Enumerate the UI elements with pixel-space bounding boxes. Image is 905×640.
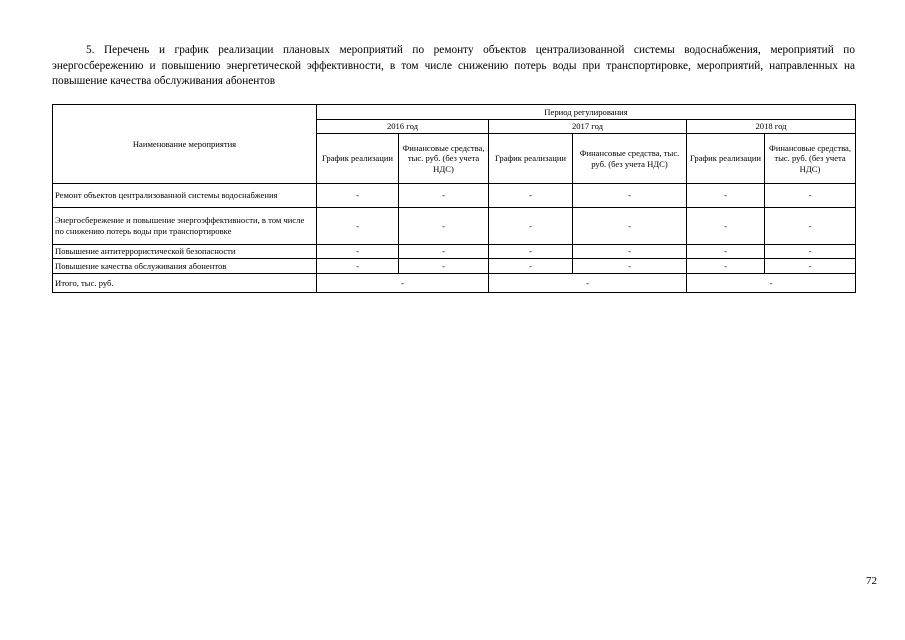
table-cell: - bbox=[687, 245, 765, 259]
total-row bbox=[53, 274, 856, 293]
row-name: Энергосбережение и повышение энергоэффективности, в том числе по снижению потерь воды при транспортировке bbox=[53, 208, 317, 245]
table-cell: - bbox=[489, 259, 573, 274]
table-cell: - bbox=[399, 208, 489, 245]
row-name: Ремонт объектов централизованной системы водоснабжения bbox=[53, 184, 317, 208]
year-header: 2017 год bbox=[489, 120, 687, 134]
period-header: Период регулирования bbox=[317, 105, 856, 120]
table-cell: - bbox=[317, 208, 399, 245]
row-name: Повышение качества обслуживания абонентов bbox=[53, 259, 317, 274]
table-cell: - bbox=[765, 245, 856, 259]
schedule-header: График реализации bbox=[687, 134, 765, 184]
table-cell: - bbox=[317, 245, 399, 259]
row-name: Повышение антитеррористической безопасности bbox=[53, 245, 317, 259]
funds-header: Финансовые средства, тыс. руб. (без учета НДС) bbox=[573, 134, 687, 184]
table-cell: - bbox=[317, 184, 399, 208]
table-cell: - bbox=[489, 208, 573, 245]
table-cell: - bbox=[687, 208, 765, 245]
table-cell: - bbox=[573, 184, 687, 208]
schedule-header: График реализации bbox=[317, 134, 399, 184]
funds-header: Финансовые средства, тыс. руб. (без учета НДС) bbox=[399, 134, 489, 184]
table-cell: - bbox=[317, 259, 399, 274]
schedule-header: График реализации bbox=[489, 134, 573, 184]
table-cell: - bbox=[765, 208, 856, 245]
table-row bbox=[53, 208, 856, 245]
page-number: 72 bbox=[866, 575, 877, 587]
table-cell: - bbox=[399, 184, 489, 208]
table-cell: - bbox=[399, 259, 489, 274]
table-cell: - bbox=[399, 245, 489, 259]
table-cell: - bbox=[489, 245, 573, 259]
total-cell: - bbox=[489, 274, 687, 293]
section-heading-text: 5. Перечень и график реализации плановых мероприятий по ремонту объектов централизованной системы водоснабжения, мероприятий по энергосбережению и повышению энергетической эффективности, в том числе снижению потерь воды при транспортировке, мероприятий, направленных на повышение качества обслуживания абонентов bbox=[52, 44, 855, 87]
funds-header: Финансовые средства, тыс. руб. (без учета НДС) bbox=[765, 134, 856, 184]
table-row bbox=[53, 245, 856, 259]
table-cell: - bbox=[573, 245, 687, 259]
table-cell: - bbox=[765, 259, 856, 274]
name-header: Наименование мероприятия bbox=[53, 105, 317, 184]
year-header: 2016 год bbox=[317, 120, 489, 134]
table-row bbox=[53, 184, 856, 208]
table-cell: - bbox=[573, 208, 687, 245]
table-cell: - bbox=[489, 184, 573, 208]
table-cell: - bbox=[687, 259, 765, 274]
section-heading bbox=[52, 43, 855, 90]
table-cell: - bbox=[687, 184, 765, 208]
table-row bbox=[53, 259, 856, 274]
table-cell: - bbox=[573, 259, 687, 274]
total-cell: - bbox=[317, 274, 489, 293]
table-cell: - bbox=[765, 184, 856, 208]
total-cell: - bbox=[687, 274, 856, 293]
total-label: Итого, тыс. руб. bbox=[53, 274, 317, 293]
year-header: 2018 год bbox=[687, 120, 856, 134]
plan-table bbox=[52, 104, 856, 293]
